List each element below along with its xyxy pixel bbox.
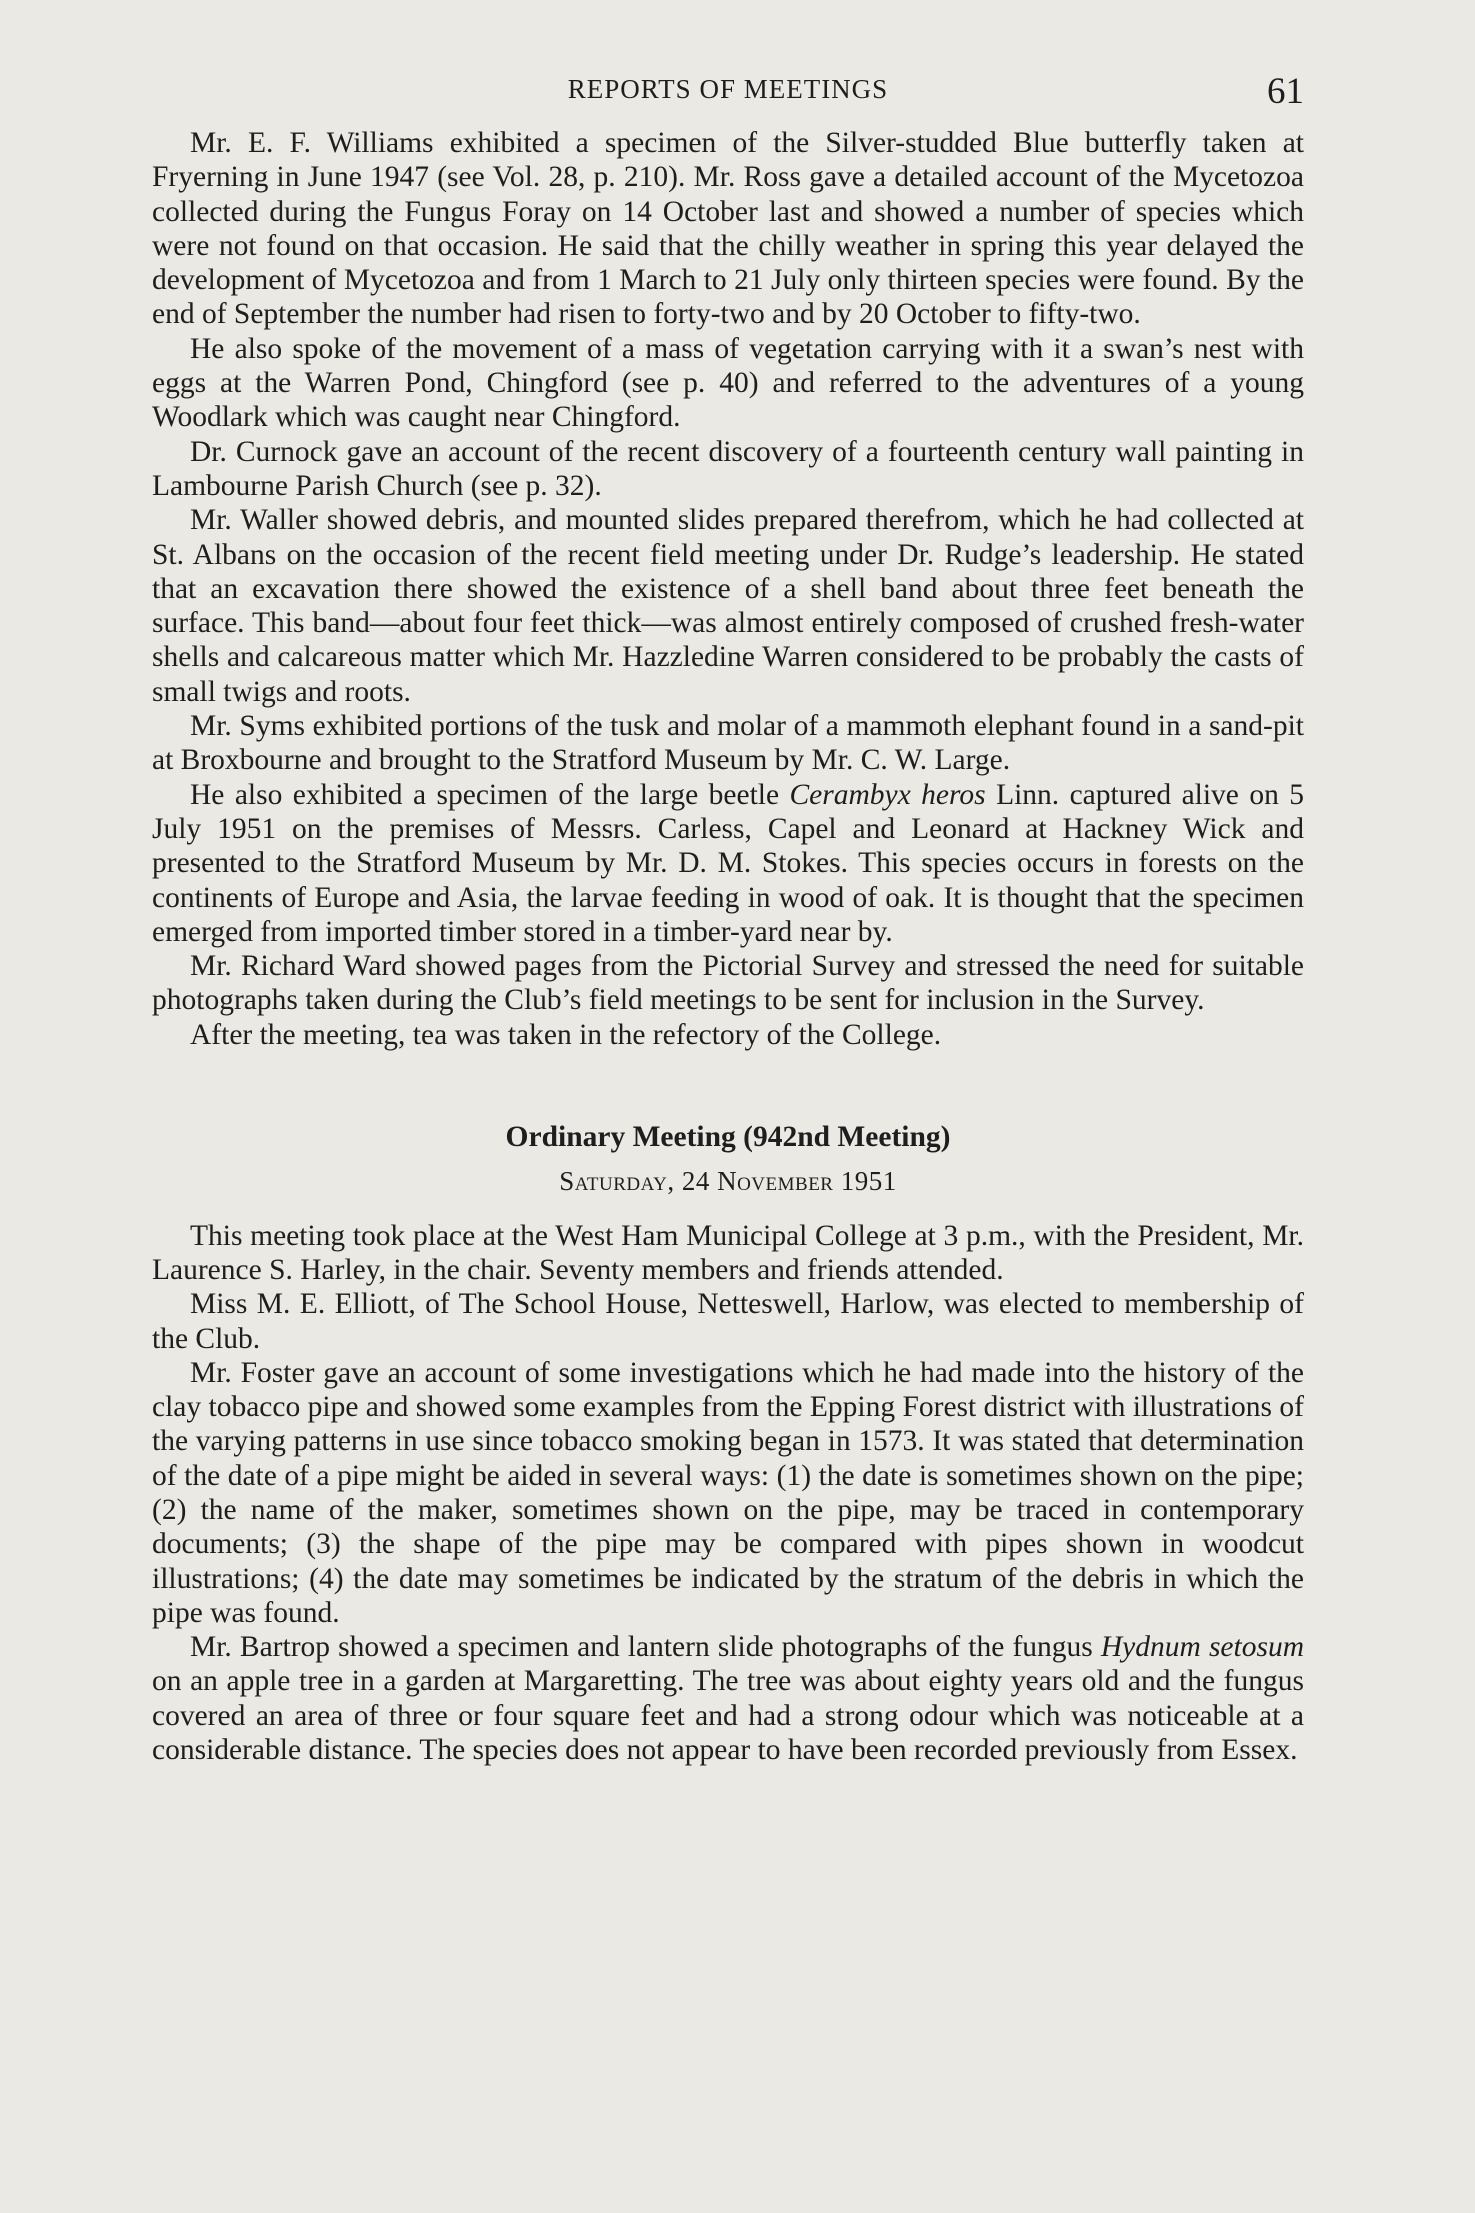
running-header bbox=[152, 70, 1304, 110]
running-title: REPORTS OF MEETINGS bbox=[567, 74, 889, 104]
page-number: 61 bbox=[1267, 71, 1304, 112]
paragraph-meeting-venue: This meeting took place at the West Ham Municipal College at 3 p.m., with the President, Mr. Laurence S. Harley, in the chair. Seventy members and friends attended. bbox=[152, 1219, 1304, 1286]
fungus-text-after: on an apple tree in a garden at Margaretting. The tree was about eighty years old and the fungus covered an area of three or four square feet and had a strong odour which was noticeable at a considerable distance. The species does not appear to have been recorded previously from Essex. bbox=[152, 1665, 1304, 1767]
beetle-species-name: Cerambyx heros bbox=[789, 778, 986, 811]
date-day: Saturday, bbox=[559, 1166, 675, 1197]
beetle-text-after: Linn. captured alive on 5 July 1951 on the premises of Messrs. Carless, Capel and Leonard at Hackney Wick and presented to the Stratford Museum by Mr. D. M. Stokes. This species occurs in forests on the continents of Europe and Asia, the larvae feeding in wood of oak. It is thought that the specimen emerged from imported timber stored in a timber-yard near by. bbox=[152, 778, 1304, 948]
date-num: 24 bbox=[681, 1166, 710, 1197]
paragraph-williams-ross: Mr. E. F. Williams exhibited a specimen of the Silver-studded Blue butterfly taken at Fryerning in June 1947 (see Vol. 28, p. 210). Mr. Ross gave a detailed account of the Mycetozoa collected during the Fungus Foray on 14 October last and showed a number of species which were not found on that occasion. He said that the chilly weather in spring this year delayed the development of Mycetozoa and from 1 March to 21 July only thirteen species were found. By the end of September the number had risen to forty-two and by 20 October to fifty-two. bbox=[152, 127, 1304, 331]
date-month: November bbox=[717, 1166, 834, 1197]
section-heading: Ordinary Meeting (942nd Meeting) bbox=[505, 1121, 951, 1154]
paragraph-bartrop bbox=[152, 1630, 1304, 1767]
paragraph-elliott: Miss M. E. Elliott, of The School House, Netteswell, Harlow, was elected to membership of the Club. bbox=[152, 1288, 1304, 1355]
paragraph-swans-nest: He also spoke of the movement of a mass of vegetation carrying with it a swan’s nest with eggs at the Warren Pond, Chingford (see p. 40) and referred to the adventures of a young Woodlark which was caught near Chingford. bbox=[152, 332, 1304, 434]
paragraph-beetle bbox=[152, 778, 1304, 949]
fungus-species-name: Hydnum setosum bbox=[1100, 1631, 1304, 1664]
paragraph-tea: After the meeting, tea was taken in the refectory of the College. bbox=[190, 1018, 942, 1051]
paragraph-waller: Mr. Waller showed debris, and mounted slides prepared therefrom, which he had collected at St. Albans on the occasion of the recent field meeting under Dr. Rudge’s leadership. He stated that an excavation there showed the existence of a shell band about three feet beneath the surface. This band—about four feet thick—was almost entirely composed of crushed fresh-water shells and calcareous matter which Mr. Hazzledine Warren considered to be probably the casts of small twigs and roots. bbox=[152, 504, 1304, 708]
beetle-text-before: He also exhibited a specimen of the large beetle bbox=[190, 778, 790, 811]
paragraph-syms: Mr. Syms exhibited portions of the tusk and molar of a mammoth elephant found in a sand-pit at Broxbourne and brought to the Stratford Museum by Mr. C. W. Large. bbox=[152, 710, 1304, 777]
section-date bbox=[152, 1164, 1304, 1198]
paragraph-curnock: Dr. Curnock gave an account of the recent discovery of a fourteenth century wall painting in Lambourne Parish Church (see p. 32). bbox=[152, 435, 1304, 502]
report-body bbox=[152, 126, 1304, 1767]
paragraph-ward: Mr. Richard Ward showed pages from the Pictorial Survey and stressed the need for suitable photographs taken during the Club’s field meetings to be sent for inclusion in the Survey. bbox=[152, 950, 1304, 1017]
date-year: 1951 bbox=[840, 1166, 897, 1197]
paragraph-foster: Mr. Foster gave an account of some investigations which he had made into the history of the clay tobacco pipe and showed some examples from the Epping Forest district with illustrations of the varying patterns in use since tobacco smoking began in 1573. It was stated that determination of the date of a pipe might be aided in several ways: (1) the date is sometimes shown on the pipe; (2) the name of the maker, sometimes shown on the pipe, may be traced in contemporary documents; (3) the shape of the pipe may be compared with pipes shown in woodcut illustrations; (4) the date may sometimes be indicated by the stratum of the debris in which the pipe was found. bbox=[152, 1356, 1304, 1629]
fungus-text-before: Mr. Bartrop showed a specimen and lantern slide photographs of the fungus bbox=[190, 1631, 1101, 1664]
